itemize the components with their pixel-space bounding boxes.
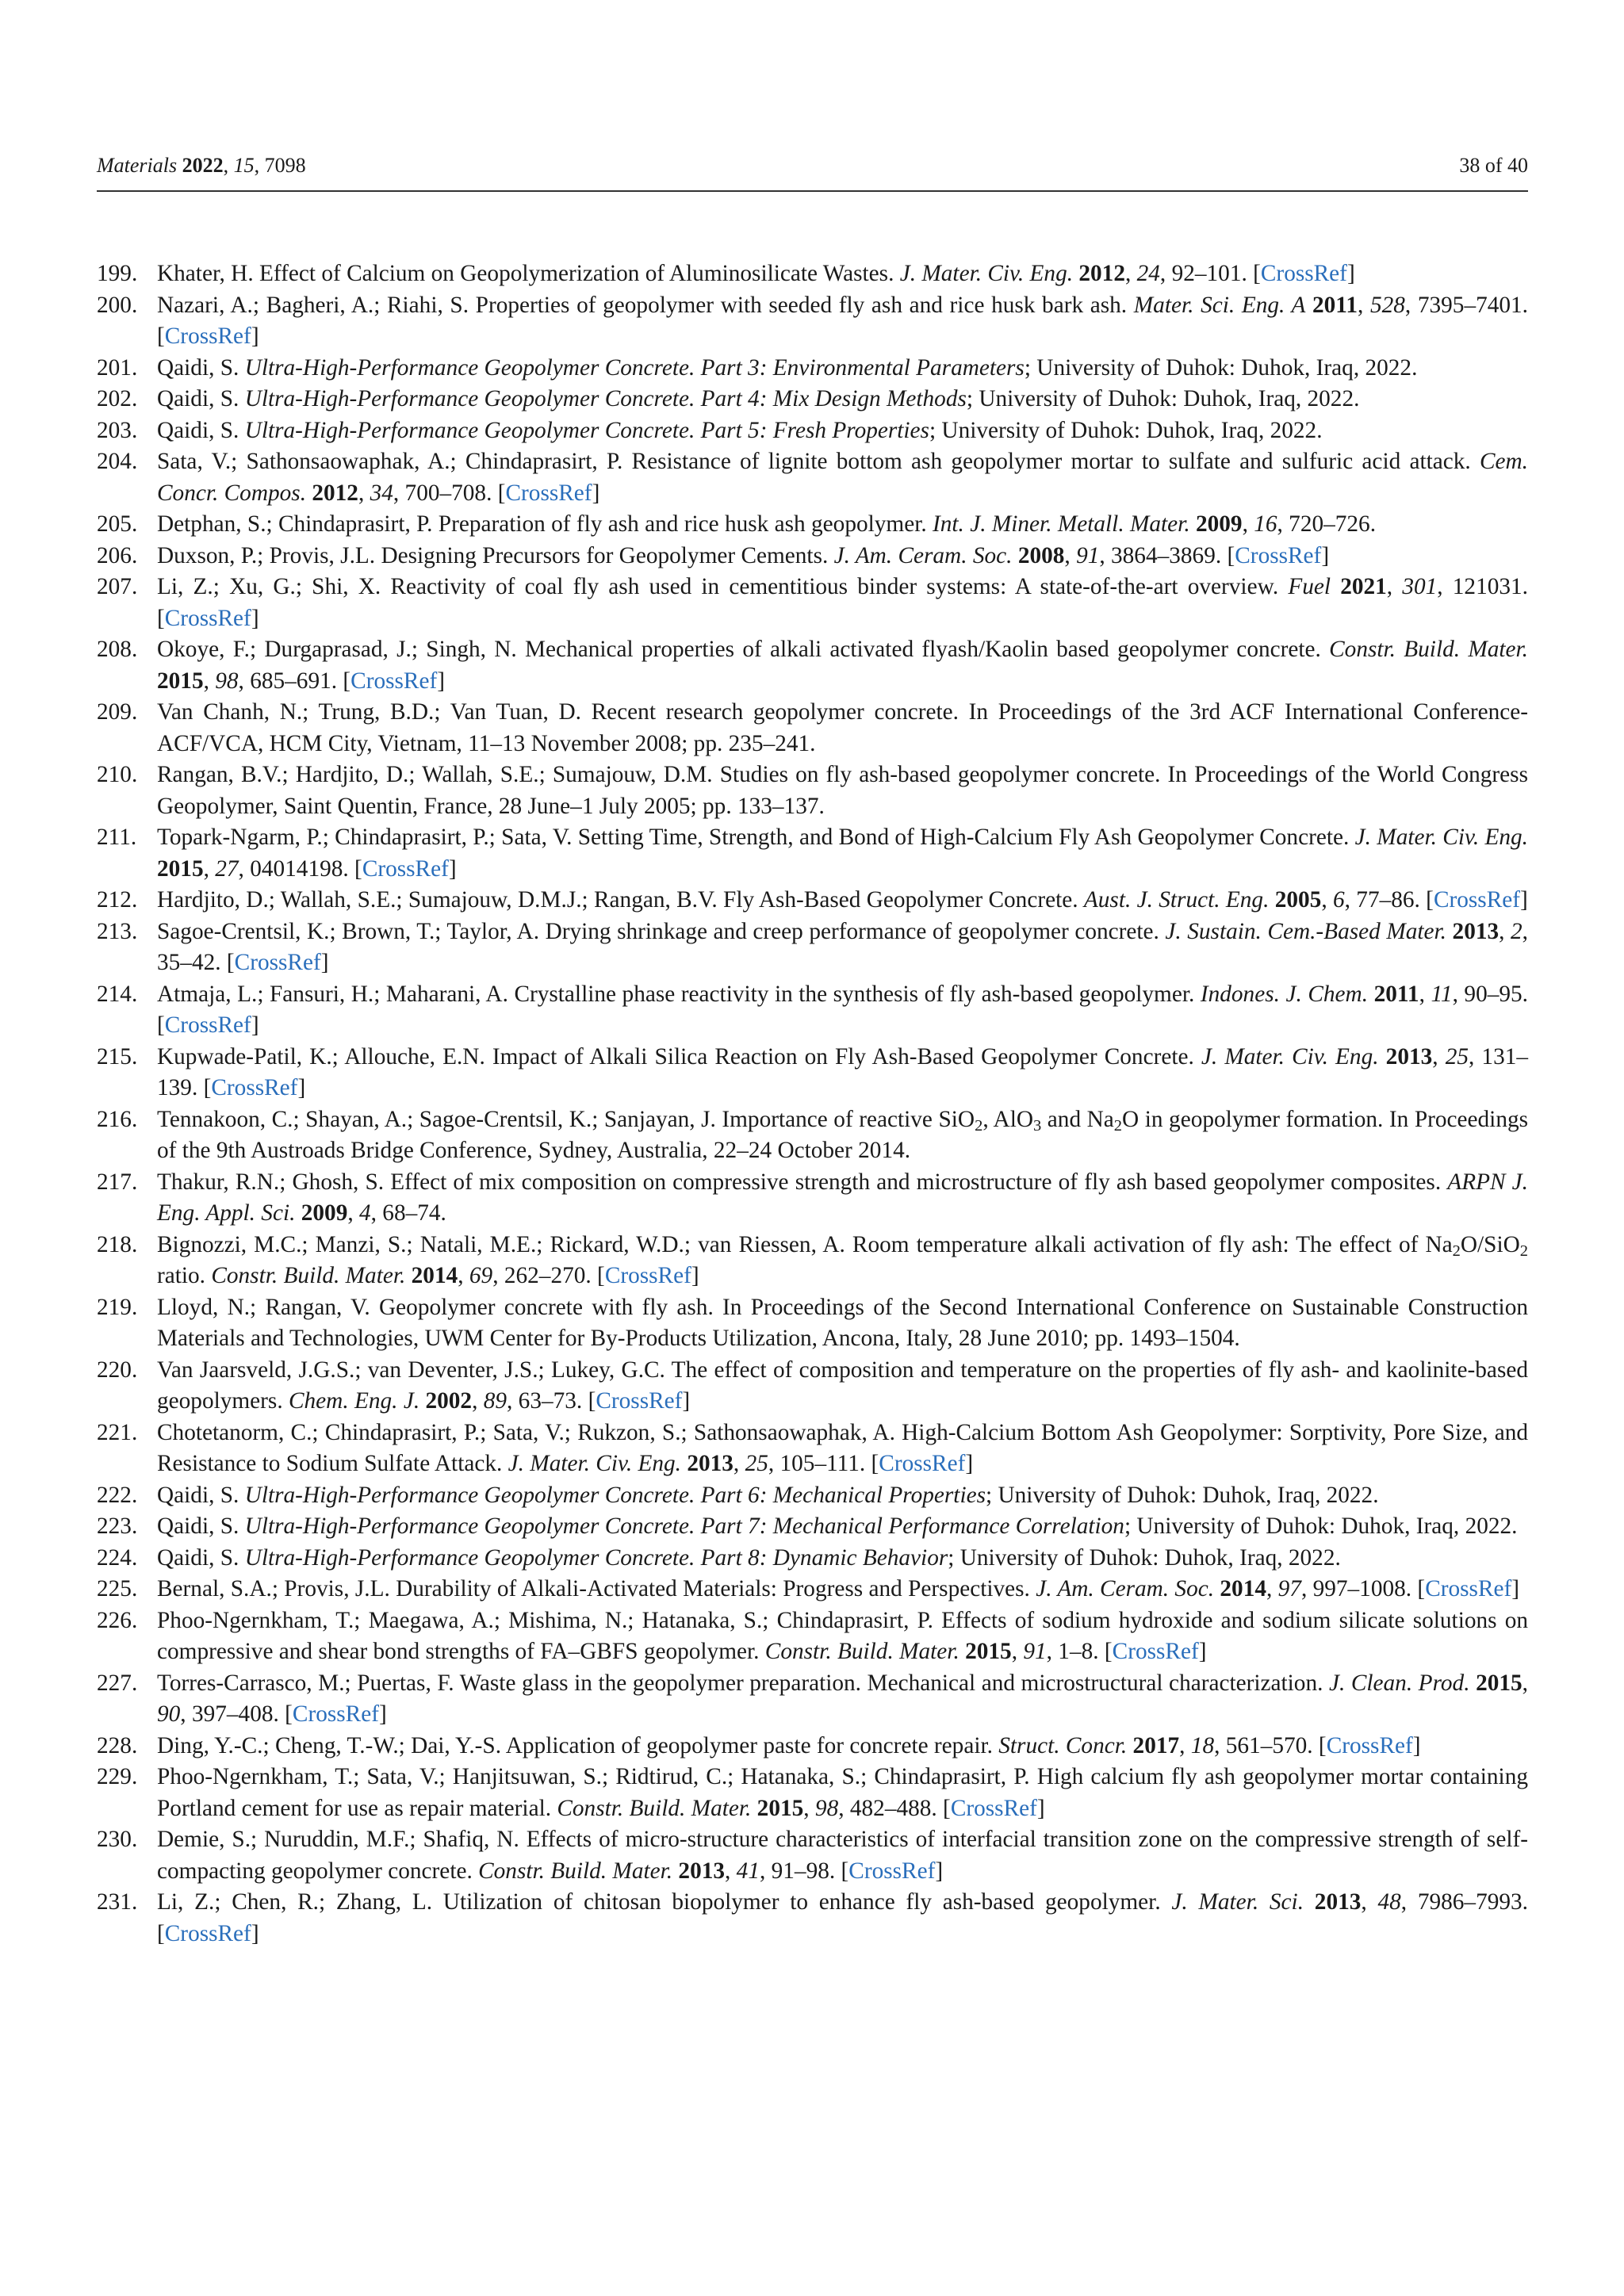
crossref-link[interactable]: CrossRef <box>1112 1639 1199 1664</box>
reference-item <box>97 1104 1528 1167</box>
crossref-link[interactable]: CrossRef <box>1326 1732 1413 1758</box>
reference-text: Chotetanorm, C.; Chindaprasirt, P.; Sata, V.; Rukzon, S.; Sathonsaowaphak, A. High-Calcium Bottom Ash Geopolymer: Sorptivity, Pore Size, and Resistance to Sodium Sulfate Attack. J. Mater. Civ. Eng. 2013, 25, 105–111. <box>157 1419 1528 1476</box>
reference-item <box>97 697 1528 760</box>
page-indicator: 38 of 40 <box>1459 154 1528 177</box>
reference-number: 200. <box>97 292 138 318</box>
reference-item <box>97 509 1528 541</box>
reference-number: 228. <box>97 1732 138 1758</box>
reference-number: 216. <box>97 1106 138 1132</box>
reference-text: Qaidi, S. Ultra-High-Performance Geopolymer Concrete. Part 8: Dynamic Behavior; University of Duhok: Duhok, Iraq, 2022. <box>157 1544 1341 1571</box>
reference-number: 203. <box>97 417 138 443</box>
reference-number: 221. <box>97 1419 138 1445</box>
reference-number: 206. <box>97 542 138 568</box>
reference-text: Sagoe-Crentsil, K.; Brown, T.; Taylor, A. Drying shrinkage and creep performance of geopolymer concrete. J. Sustain. Cem.-Based Mater. 2013, 2, 35–42. <box>157 918 1528 975</box>
reference-number: 224. <box>97 1544 138 1571</box>
reference-text: Qaidi, S. Ultra-High-Performance Geopolymer Concrete. Part 5: Fresh Properties; University of Duhok: Duhok, Iraq, 2022. <box>157 417 1323 443</box>
reference-item: 199. Khater, H. Effect of Calcium on Geopolymerization of Aluminosilicate Wastes. J. Mater. Civ. Eng. 2012, 24, 92–101. [CrossRef] <box>97 258 1528 290</box>
reference-number: 207. <box>97 574 138 599</box>
reference-number: 219. <box>97 1294 138 1320</box>
reference-text: Nazari, A.; Bagheri, A.; Riahi, S. Properties of geopolymer with seeded fly ash and rice husk bark ash. Mater. Sci. Eng. A 2011, 528, 7395–7401. <box>157 292 1529 318</box>
reference-number: 215. <box>97 1043 138 1070</box>
crossref-link[interactable]: CrossRef <box>950 1795 1037 1821</box>
reference-number: 220. <box>97 1357 138 1383</box>
reference-item <box>97 1543 1528 1575</box>
crossref-link[interactable]: CrossRef <box>234 950 321 975</box>
reference-item: 208. Okoye, F.; Durgaprasad, J.; Singh, N. Mechanical properties of alkali activated flyash/Kaolin based geopolymer concrete. Constr. Build. Mater. 2015, 98, 685–691. [CrossRef] <box>97 634 1528 697</box>
page-header <box>97 147 1528 182</box>
reference-item: 227. Torres-Carrasco, M.; Puertas, F. Waste glass in the geopolymer preparation. Mechanical and microstructural characterization. J. Clean. Prod. 2015, 90, 397–408. [CrossRef] <box>97 1668 1528 1731</box>
reference-item: 228. Ding, Y.-C.; Cheng, T.-W.; Dai, Y.-S. Application of geopolymer paste for concrete repair. Struct. Concr. 2017, 18, 561–570. [CrossRef] <box>97 1731 1528 1762</box>
reference-item: 213. Sagoe-Crentsil, K.; Brown, T.; Taylor, A. Drying shrinkage and creep performance of geopolymer concrete. J. Sustain. Cem.-Based Mater. 2013, 2, 35–42. [CrossRef] <box>97 916 1528 979</box>
reference-item <box>97 1292 1528 1355</box>
reference-text: Torres-Carrasco, M.; Puertas, F. Waste glass in the geopolymer preparation. Mechanical and microstructural characterization. J. Clean. Prod. 2015, 90, 397–408. <box>157 1670 1528 1727</box>
reference-text: Van Jaarsveld, J.G.S.; van Deventer, J.S.; Lukey, G.C. The effect of composition and temperature on the properties of fly ash- and kaolinite-based geopolymers. Chem. Eng. J. 2002, 89, 63–73. <box>157 1357 1528 1414</box>
reference-text: Kupwade-Patil, K.; Allouche, E.N. Impact of Alkali Silica Reaction on Fly Ash-Based Geopolymer Concrete. J. Mater. Civ. Eng. 2013, 25, 131–139. <box>157 1043 1529 1100</box>
reference-number: 205. <box>97 511 138 537</box>
reference-text: Bernal, S.A.; Provis, J.L. Durability of Alkali-Activated Materials: Progress and Perspectives. J. Am. Ceram. Soc. 2014, 97, 997–1008. <box>157 1576 1412 1601</box>
reference-number: 214. <box>97 981 138 1007</box>
reference-number: 225. <box>97 1576 138 1601</box>
reference-text: Qaidi, S. Ultra-High-Performance Geopolymer Concrete. Part 7: Mechanical Performance Correlation; University of Duhok: Duhok, Iraq, 2022. <box>157 1513 1518 1539</box>
reference-text: Duxson, P.; Provis, J.L. Designing Precursors for Geopolymer Cements. J. Am. Ceram. Soc. 2008, 91, 3864–3869. <box>157 542 1222 568</box>
reference-number: 222. <box>97 1482 138 1508</box>
crossref-link[interactable]: CrossRef <box>164 1920 251 1946</box>
crossref-link[interactable]: CrossRef <box>362 855 449 882</box>
crossref-link[interactable]: CrossRef <box>1235 542 1322 568</box>
reference-item <box>97 760 1528 822</box>
journal-volume: 15 <box>233 154 255 177</box>
reference-number: 230. <box>97 1827 138 1852</box>
reference-number: 199. <box>97 261 138 286</box>
reference-text: Thakur, R.N.; Ghosh, S. Effect of mix composition on compressive strength and microstructure of fly ash based geopolymer composites. ARPN J. Eng. Appl. Sci. 2009, 4, 68–74. <box>157 1169 1528 1226</box>
crossref-link[interactable]: CrossRef <box>164 323 251 349</box>
crossref-link[interactable]: CrossRef <box>604 1263 691 1288</box>
reference-text: Sata, V.; Sathonsaowaphak, A.; Chindaprasirt, P. Resistance of lignite bottom ash geopolymer mortar to sulfate and sulfuric acid attack. Cem. Concr. Compos. 2012, 34, 700–708. <box>157 449 1528 506</box>
reference-text: Topark-Ngarm, P.; Chindaprasirt, P.; Sata, V. Setting Time, Strength, and Bond of High-Calcium Fly Ash Geopolymer Concrete. J. Mater. Civ. Eng. 2015, 27, 04014198. <box>157 825 1528 882</box>
reference-list <box>97 258 1528 1950</box>
reference-number: 223. <box>97 1513 138 1539</box>
reference-text: Khater, H. Effect of Calcium on Geopolymerization of Aluminosilicate Wastes. J. Mater. Civ. Eng. 2012, 24, 92–101. <box>157 261 1247 286</box>
reference-number: 226. <box>97 1607 138 1633</box>
reference-number: 231. <box>97 1889 138 1915</box>
reference-item <box>97 1167 1528 1230</box>
reference-text: Qaidi, S. Ultra-High-Performance Geopolymer Concrete. Part 3: Environmental Parameters; University of Duhok: Duhok, Iraq, 2022. <box>157 354 1418 381</box>
reference-text: Lloyd, N.; Rangan, V. Geopolymer concrete with fly ash. In Proceedings of the Second International Conference on Sustainable Construction Materials and Technologies, UWM Center for By-Products Utilization, Ancona, Italy, 28 June 2010; pp. 1493–1504. <box>157 1294 1528 1351</box>
reference-text: Qaidi, S. Ultra-High-Performance Geopolymer Concrete. Part 4: Mix Design Methods; University of Duhok: Duhok, Iraq, 2022. <box>157 386 1360 411</box>
reference-item: 214. Atmaja, L.; Fansuri, H.; Maharani, A. Crystalline phase reactivity in the synthesis of fly ash-based geopolymer. Indones. J. Chem. 2011, 11, 90–95. [CrossRef] <box>97 979 1528 1042</box>
reference-text: Atmaja, L.; Fansuri, H.; Maharani, A. Crystalline phase reactivity in the synthesis of fly ash-based geopolymer. Indones. J. Chem. 2011, 11, 90–95. <box>157 981 1528 1007</box>
reference-item: 226. Phoo-Ngernkham, T.; Maegawa, A.; Mishima, N.; Hatanaka, S.; Chindaprasirt, P. Effects of sodium hydroxide and sodium silicate solutions on compressive and shear bond strengths of FA–GBFS geopolymer. Constr. Build. Mater. 2015, 91, 1–8. [CrossRef] <box>97 1605 1528 1668</box>
journal-year: 2022 <box>182 154 224 177</box>
crossref-link[interactable]: CrossRef <box>164 605 251 631</box>
reference-item: 231. Li, Z.; Chen, R.; Zhang, L. Utilization of chitosan biopolymer to enhance fly ash-based geopolymer. J. Mater. Sci. 2013, 48, 7986–7993. [CrossRef] <box>97 1887 1528 1950</box>
reference-item: 206. Duxson, P.; Provis, J.L. Designing Precursors for Geopolymer Cements. J. Am. Ceram. Soc. 2008, 91, 3864–3869. [CrossRef] <box>97 541 1528 572</box>
reference-text: Phoo-Ngernkham, T.; Maegawa, A.; Mishima, N.; Hatanaka, S.; Chindaprasirt, P. Effects of sodium hydroxide and sodium silicate solutions on compressive and shear bond strengths of FA–GBFS geopolymer. Constr. Build. Mater. 2015, 91, 1–8. <box>157 1607 1528 1664</box>
crossref-link[interactable]: CrossRef <box>505 480 592 506</box>
reference-item: 204. Sata, V.; Sathonsaowaphak, A.; Chindaprasirt, P. Resistance of lignite bottom ash geopolymer mortar to sulfate and sulfuric acid attack. Cem. Concr. Compos. 2012, 34, 700–708. [CrossRef] <box>97 446 1528 509</box>
crossref-link[interactable]: CrossRef <box>164 1012 251 1038</box>
reference-number: 204. <box>97 449 138 474</box>
journal-citation: Materials 2022, 15, 7098 <box>97 154 306 177</box>
reference-number: 202. <box>97 386 138 411</box>
reference-number: 218. <box>97 1231 138 1257</box>
journal-name: Materials <box>97 154 178 177</box>
reference-number: 211. <box>97 825 137 850</box>
reference-item: 212. Hardjito, D.; Wallah, S.E.; Sumajouw, D.M.J.; Rangan, B.V. Fly Ash-Based Geopolymer Concrete. Aust. J. Struct. Eng. 2005, 6, 77–86. [CrossRef] <box>97 885 1528 916</box>
reference-text: Rangan, B.V.; Hardjito, D.; Wallah, S.E.; Sumajouw, D.M. Studies on fly ash-based geopolymer concrete. In Proceedings of the World Congress Geopolymer, Saint Quentin, France, 28 June–1 July 2005; pp. 133–137. <box>157 762 1528 819</box>
article-number: 7098 <box>264 154 306 177</box>
reference-item: 211. Topark-Ngarm, P.; Chindaprasirt, P.; Sata, V. Setting Time, Strength, and Bond of High-Calcium Fly Ash Geopolymer Concrete. J. Mater. Civ. Eng. 2015, 27, 04014198. [CrossRef] <box>97 822 1528 885</box>
reference-text: Van Chanh, N.; Trung, B.D.; Van Tuan, D. Recent research geopolymer concrete. In Proceedings of the 3rd ACF International Conference-ACF/VCA, HCM City, Vietnam, 11–13 November 2008; pp. 235–241. <box>157 699 1528 756</box>
reference-item <box>97 1511 1528 1543</box>
crossref-link[interactable]: CrossRef <box>1260 261 1347 286</box>
reference-item: 230. Demie, S.; Nuruddin, M.F.; Shafiq, N. Effects of micro-structure characteristics of interfacial transition zone on the compressive strength of self-compacting geopolymer concrete. Constr. Build. Mater. 2013, 41, 91–98. [CrossRef] <box>97 1824 1528 1887</box>
reference-item: 220. Van Jaarsveld, J.G.S.; van Deventer, J.S.; Lukey, G.C. The effect of composition and temperature on the properties of fly ash- and kaolinite-based geopolymers. Chem. Eng. J. 2002, 89, 63–73. [CrossRef] <box>97 1355 1528 1418</box>
crossref-link[interactable]: CrossRef <box>879 1451 966 1476</box>
crossref-link[interactable]: CrossRef <box>1433 887 1521 913</box>
reference-item: 215. Kupwade-Patil, K.; Allouche, E.N. Impact of Alkali Silica Reaction on Fly Ash-Based Geopolymer Concrete. J. Mater. Civ. Eng. 2013, 25, 131–139. [CrossRef] <box>97 1042 1528 1104</box>
reference-item <box>97 1480 1528 1512</box>
reference-item: 207. Li, Z.; Xu, G.; Shi, X. Reactivity of coal fly ash used in cementitious binder systems: A state-of-the-art overview. Fuel 2021, 301, 121031. [CrossRef] <box>97 572 1528 634</box>
reference-item <box>97 384 1528 415</box>
crossref-link[interactable]: CrossRef <box>211 1075 298 1100</box>
reference-text: Demie, S.; Nuruddin, M.F.; Shafiq, N. Effects of micro-structure characteristics of interfacial transition zone on the compressive strength of self-compacting geopolymer concrete. Constr. Build. Mater. 2013, 41, 91–98. <box>157 1827 1528 1884</box>
reference-text: Okoye, F.; Durgaprasad, J.; Singh, N. Mechanical properties of alkali activated flyash/Kaolin based geopolymer concrete. Constr. Build. Mater. 2015, 98, 685–691. <box>157 637 1529 694</box>
reference-number: 227. <box>97 1670 138 1696</box>
reference-number: 217. <box>97 1169 138 1195</box>
reference-item <box>97 353 1528 385</box>
reference-item <box>97 415 1528 447</box>
reference-item: 200. Nazari, A.; Bagheri, A.; Riahi, S. Properties of geopolymer with seeded fly ash and rice husk bark ash. Mater. Sci. Eng. A 2011, 528, 7395–7401. [CrossRef] <box>97 290 1528 353</box>
reference-text: Li, Z.; Chen, R.; Zhang, L. Utilization of chitosan biopolymer to enhance fly ash-based geopolymer. J. Mater. Sci. 2013, 48, 7986–7993. <box>157 1889 1529 1915</box>
header-rule <box>97 190 1528 192</box>
reference-item: 221. Chotetanorm, C.; Chindaprasirt, P.; Sata, V.; Rukzon, S.; Sathonsaowaphak, A. High-Calcium Bottom Ash Geopolymer: Sorptivity, Pore Size, and Resistance to Sodium Sulfate Attack. J. Mater. Civ. Eng. 2013, 25, 105–111. [CrossRef] <box>97 1418 1528 1480</box>
crossref-link[interactable]: CrossRef <box>596 1388 683 1414</box>
crossref-link[interactable]: CrossRef <box>1425 1576 1512 1601</box>
reference-number: 213. <box>97 918 138 944</box>
reference-number: 210. <box>97 762 138 787</box>
reference-number: 212. <box>97 887 138 913</box>
crossref-link[interactable]: CrossRef <box>350 668 438 694</box>
reference-text: Bignozzi, M.C.; Manzi, S.; Natali, M.E.; Rickard, W.D.; van Riessen, A. Room temperature alkali activation of fly ash: The effect of $Na_2O/SiO_2$ ratio. Constr. Build. Mater. 2014, 69, 262–270. <box>157 1231 1528 1288</box>
reference-text: Qaidi, S. Ultra-High-Performance Geopolymer Concrete. Part 6: Mechanical Properties; University of Duhok: Duhok, Iraq, 2022. <box>157 1482 1379 1508</box>
reference-text: Li, Z.; Xu, G.; Shi, X. Reactivity of coal fly ash used in cementitious binder systems: A state-of-the-art overview. Fuel 2021, 301, 121031. <box>157 574 1528 599</box>
reference-text: Hardjito, D.; Wallah, S.E.; Sumajouw, D.M.J.; Rangan, B.V. Fly Ash-Based Geopolymer Concrete. Aust. J. Struct. Eng. 2005, 6, 77–86. <box>157 887 1420 913</box>
reference-number: 208. <box>97 637 138 662</box>
reference-number: 201. <box>97 354 138 381</box>
reference-item: 229. Phoo-Ngernkham, T.; Sata, V.; Hanjitsuwan, S.; Ridtirud, C.; Hatanaka, S.; Chindaprasirt, P. High calcium fly ash geopolymer mortar containing Portland cement for use as repair material. Constr. Build. Mater. 2015, 98, 482–488. [CrossRef] <box>97 1762 1528 1824</box>
reference-number: 209. <box>97 699 138 725</box>
reference-item: 218. Bignozzi, M.C.; Manzi, S.; Natali, M.E.; Rickard, W.D.; van Riessen, A. Room temperature alkali activation of fly ash: The effect of $Na_2O/SiO_2$ ratio. Constr. Build. Mater. 2014, 69, 262–270. [CrossRef] <box>97 1230 1528 1292</box>
reference-text: Ding, Y.-C.; Cheng, T.-W.; Dai, Y.-S. Application of geopolymer paste for concrete repair. Struct. Concr. 2017, 18, 561–570. <box>157 1732 1313 1758</box>
reference-number: 229. <box>97 1764 138 1789</box>
reference-item: 225. Bernal, S.A.; Provis, J.L. Durability of Alkali-Activated Materials: Progress and Perspectives. J. Am. Ceram. Soc. 2014, 97, 997–1008. [CrossRef] <box>97 1574 1528 1605</box>
reference-text: Phoo-Ngernkham, T.; Sata, V.; Hanjitsuwan, S.; Ridtirud, C.; Hatanaka, S.; Chindaprasirt, P. High calcium fly ash geopolymer mortar containing Portland cement for use as repair material. Constr. Build. Mater. 2015, 98, 482–488. <box>157 1764 1528 1821</box>
reference-text: Detphan, S.; Chindaprasirt, P. Preparation of fly ash and rice husk ash geopolymer. Int. J. Miner. Metall. Mater. 2009, 16, 720–726. <box>157 511 1377 537</box>
crossref-link[interactable]: CrossRef <box>292 1701 379 1727</box>
crossref-link[interactable]: CrossRef <box>848 1858 936 1884</box>
reference-text: Tennakoon, C.; Shayan, A.; Sagoe-Crentsil, K.; Sanjayan, J. Importance of reactive SiO$_2$, AlO$_3$ and $Na_2O$ in geopolymer formation. In Proceedings of the 9th Austroads Bridge Conference, Sydney, Australia, 22–24 October 2014. <box>157 1106 1529 1163</box>
